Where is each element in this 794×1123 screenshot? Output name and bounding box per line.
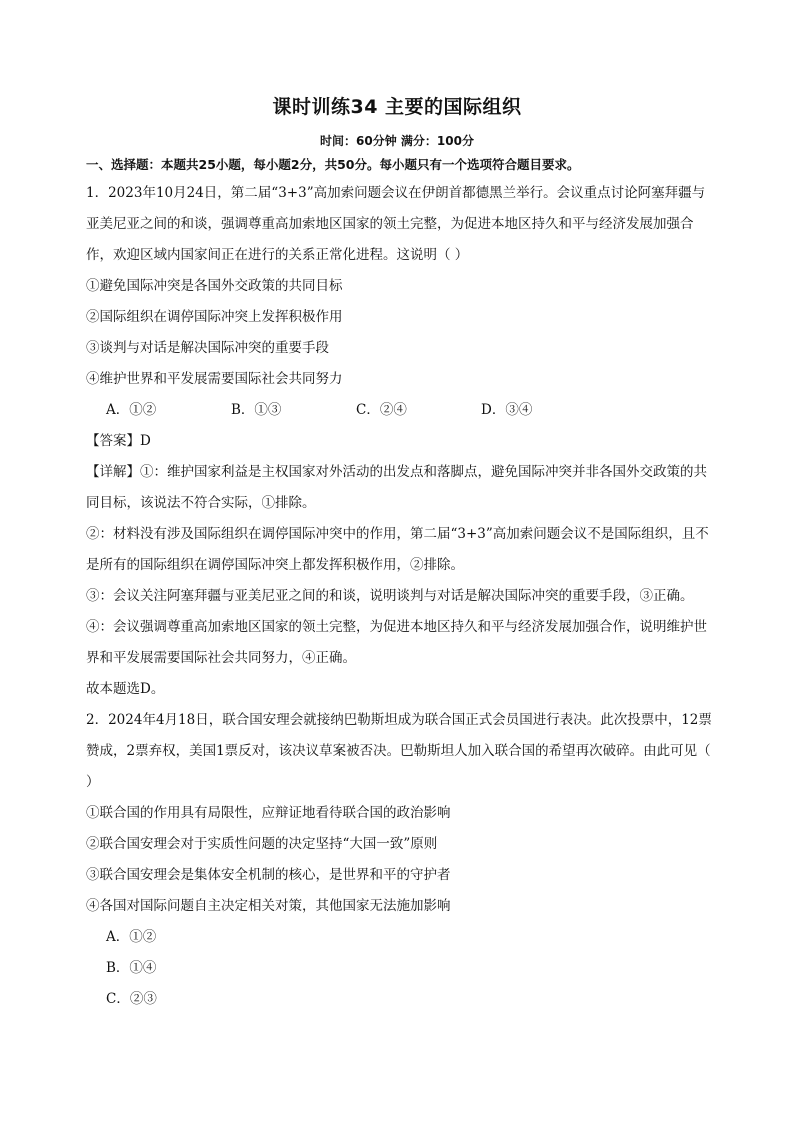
question-stem: 1．2023年10月24日，第二届“3+3”高加索问题会议在伊朗首都德黑兰举行。会议重点讨论阿塞拜疆与亚美尼亚之间的和谈，强调尊重高加索地区国家的领土完整，为促进本地区持久和平与经济发展加强合作，欢迎区域内国家间正在进行的关系正常化进程。这说明（ ）	[86, 185, 706, 263]
question-stem: 2．2024年4月18日，联合国安理会就接纳巴勒斯坦成为联合国正式会员国进行表决。此次投票中，12票赞成，2票弃权，美国1票反对，该决议草案被否决。巴勒斯坦人加入联合国的希望再次破碎。由此可见（ ）	[86, 712, 712, 790]
option-b: B．①③	[231, 402, 282, 418]
statement-item: ①避免国际冲突是各国外交政策的共同目标	[86, 278, 343, 294]
statement-item: ③联合国安理会是集体安全机制的核心，是世界和平的守护者	[86, 867, 451, 883]
explanation-paragraph: ②：材料没有涉及国际组织在调停国际冲突中的作用，第二届“3+3”高加索问题会议不是国际组织，且不是所有的国际组织在调停国际冲突上都发挥积极作用，②排除。	[86, 526, 709, 573]
section-heading: 一、选择题：本题共25小题，每小题2分，共50分。每小题只有一个选项符合题目要求。	[86, 157, 580, 172]
statement-item: ③谈判与对话是解决国际冲突的重要手段	[86, 340, 329, 356]
option-c: C．②④	[356, 402, 407, 418]
option-a: A．①②	[106, 929, 157, 945]
statement-item: ④各国对国际问题自主决定相关对策，其他国家无法施加影响	[86, 898, 451, 914]
option-b: B．①④	[106, 960, 157, 976]
options-row	[86, 395, 712, 426]
conclusion-line: 故本题选D。	[86, 681, 165, 697]
option-a: A．①②	[106, 402, 157, 418]
option-c: C．②③	[106, 991, 157, 1007]
question-1	[86, 178, 712, 705]
explanation-paragraph: ③：会议关注阿塞拜疆与亚美尼亚之间的和谈，说明谈判与对话是解决国际冲突的重要手段，③正确。	[86, 588, 694, 604]
statement-item: ②国际组织在调停国际冲突上发挥积极作用	[86, 309, 343, 325]
answer-line: 【答案】D	[86, 433, 151, 449]
statement-item: ④维护世界和平发展需要国际社会共同努力	[86, 371, 343, 387]
statement-item: ①联合国的作用具有局限性，应辩证地看待联合国的政治影响	[86, 805, 451, 821]
time-score-line: 时间：60分钟 满分：100分	[320, 134, 474, 148]
option-d: D．③④	[481, 402, 533, 418]
explanation-paragraph: ④：会议强调尊重高加索地区国家的领土完整，为促进本地区持久和平与经济发展加强合作，说明维护世界和平发展需要国际社会共同努力，④正确。	[86, 619, 707, 666]
statement-item: ②联合国安理会对于实质性问题的决定坚持“大国一致”原则	[86, 836, 438, 852]
question-2	[86, 705, 712, 1015]
explanation-paragraph: 【详解】①：维护国家利益是主权国家对外活动的出发点和落脚点，避免国际冲突并非各国外交政策的共同目标，该说法不符合实际，①排除。	[86, 464, 707, 511]
questions-body	[86, 178, 712, 1015]
page-title: 课时训练34 主要的国际组织	[272, 96, 522, 118]
